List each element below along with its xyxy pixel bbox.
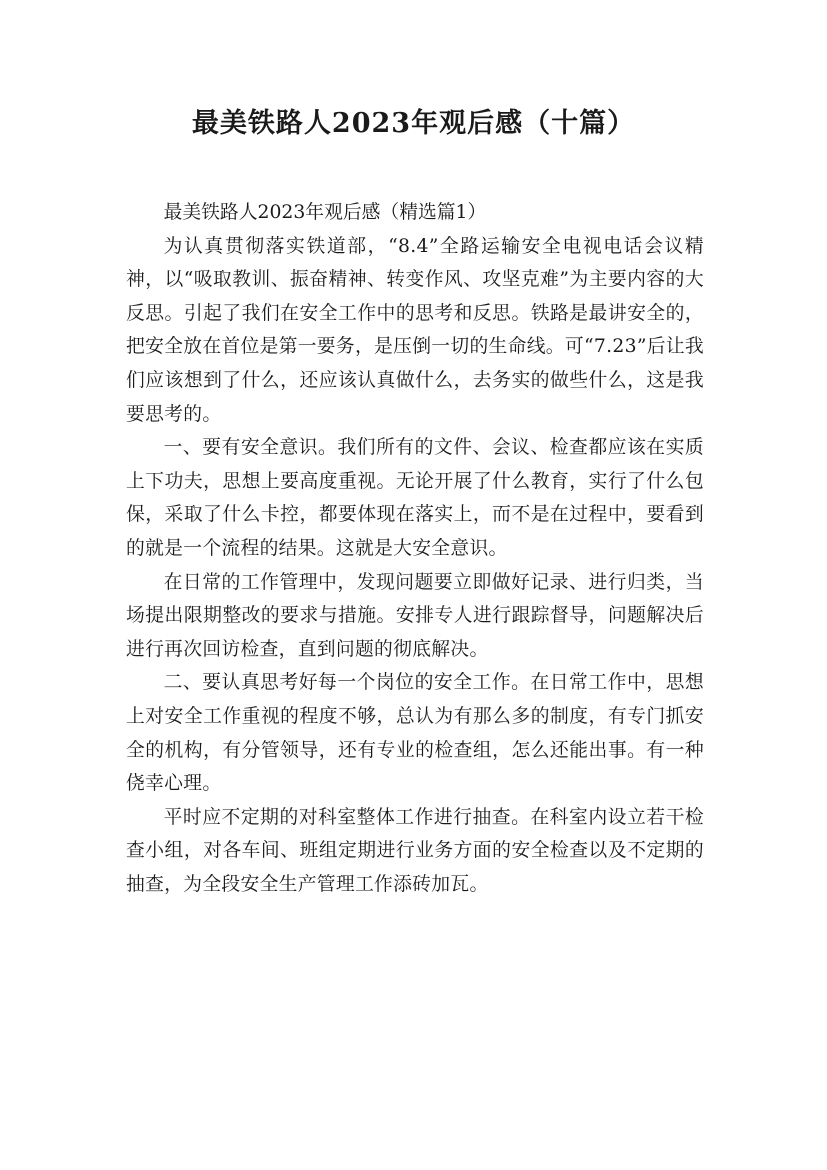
paragraph-3: 在日常的工作管理中，发现问题要立即做好记录、进行归类，当场提出限期整改的要求与措施。安排专人进行跟踪督导，问题解决后进行再次回访检查，直到问题的彻底解决。 (126, 571, 704, 660)
section-heading: 最美铁路人2023年观后感（精选篇1） (163, 202, 487, 223)
paragraph-5: 平时应不定期的对科室整体工作进行抽查。在科室内设立若干检查小组，对各车间、班组定期进行业务方面的安全检查以及不定期的抽查，为全段安全生产管理工作添砖加瓦。 (126, 806, 704, 895)
paragraph-2: 一、要有安全意识。我们所有的文件、会议、检查都应该在实质上下功夫，思想上要高度重视。无论开展了什么教育，实行了什么包保，采取了什么卡控，都要体现在落实上，而不是在过程中，要看到的就是一个流程的结果。这就是大安全意识。 (126, 437, 704, 559)
document-body (126, 196, 704, 901)
paragraph-1: 为认真贯彻落实铁道部，“8.4”全路运输安全电视电话会议精神，以“吸取教训、振奋精神、转变作风、攻坚克难”为主要内容的大反思。引起了我们在安全工作中的思考和反思。铁路是最讲安全的，把安全放在首位是第一要务，是压倒一切的生命线。可“7.23”后让我们应该想到了什么，还应该认真做什么，去务实的做些什么，这是我要思考的。 (126, 235, 705, 425)
paragraph-4: 二、要认真思考好每一个岗位的安全工作。在日常工作中，思想上对安全工作重视的程度不够，总认为有那么多的制度，有专门抓安全的机构，有分管领导，还有专业的检查组，怎么还能出事。有一种侥幸心理。 (126, 672, 704, 795)
document-title: 最美铁路人2023年观后感（十篇） (191, 108, 636, 139)
